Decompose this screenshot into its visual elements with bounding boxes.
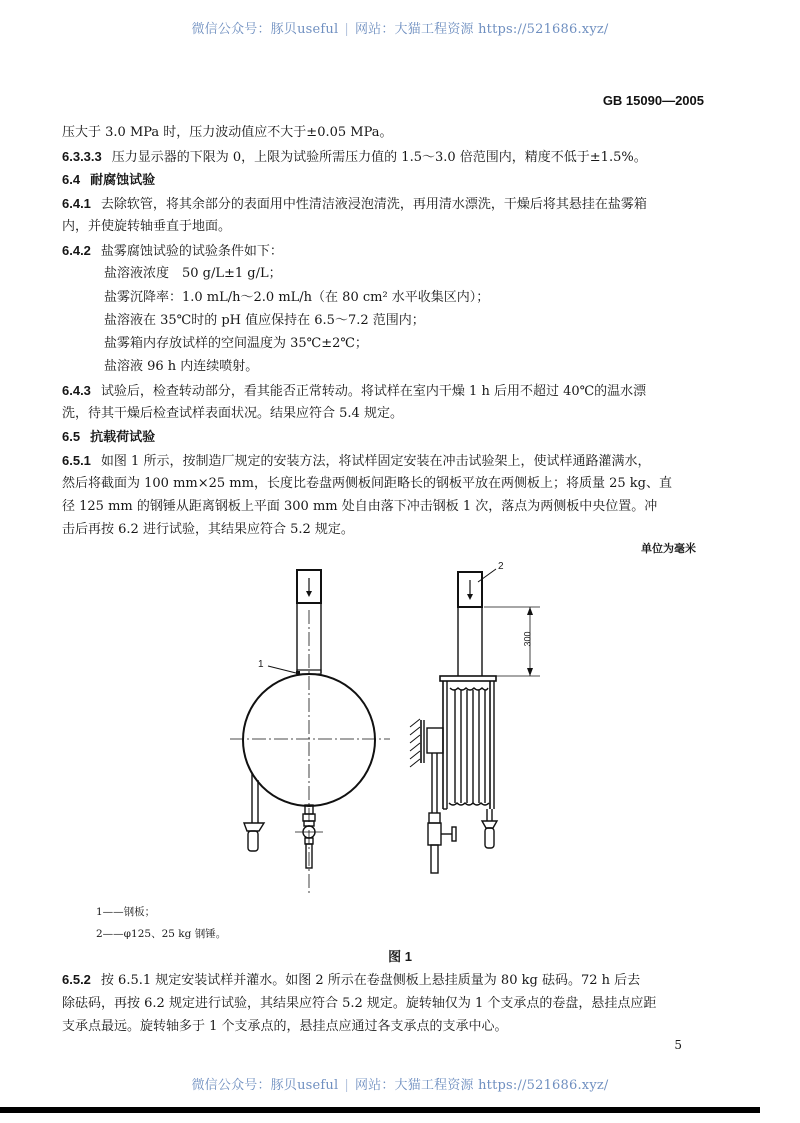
paragraph-6-5-2-line3: 支承点最远。旋转轴多于 1 个支承点的，悬挂点应通过各支承点的支承中心。 — [62, 1019, 508, 1034]
clause-text: 如图 1 所示，按制造厂规定的安装方法，将试样固定安装在冲击试验架上，使试样通路灌满水， — [100, 454, 651, 469]
condition-item: 盐雾沉降率：1.0 mL/h～2.0 mL/h（在 80 cm² 水平收集区内）； — [104, 290, 490, 305]
paragraph-6-5-2-line1 — [62, 971, 640, 990]
paragraph-6-5-1-line4: 击后再按 6.2 进行试验，其结果应符合 5.2 规定。 — [62, 522, 354, 537]
side-valve — [428, 753, 456, 873]
watermark-separator: | — [344, 22, 349, 37]
watermark-wechat: 微信公众号：豚贝useful — [191, 22, 339, 37]
paragraph-6-4-3-line1 — [62, 382, 646, 401]
section-heading-6-5 — [62, 428, 155, 447]
clause-text: 按 6.5.1 规定安装试样并灌水。如图 2 所示在卷盘侧板上悬挂质量为 80 kg 砝码。72 h 后去 — [100, 973, 641, 988]
clause-text: 压力显示器的下限为 0，上限为试验所需压力值的 1.5～3.0 倍范围内，精度不低于±1.5%。 — [111, 150, 647, 165]
dimension-label: 300 — [522, 631, 533, 647]
clause-text: 盐雾腐蚀试验的试验条件如下： — [100, 244, 283, 259]
condition-item: 盐溶液 96 h 内连续喷射。 — [104, 359, 259, 374]
paragraph-6-3-3-3 — [62, 148, 647, 167]
figure-legend-item-2: 2——φ125、25 kg 钢锤。 — [96, 928, 227, 940]
section-number: 6.5 — [62, 429, 81, 444]
paragraph-6-4-1-line2: 内，并使旋转轴垂直于地面。 — [62, 219, 232, 234]
clause-text: 试验后，检查转动部分，看其能否正常转动。将试样在室内干燥 1 h 后用不超过 40℃的温水漂 — [100, 384, 647, 399]
paragraph-6-4-3-line2: 洗，待其干燥后检查试样表面状况。结果应符合 5.4 规定。 — [62, 406, 403, 421]
section-title: 抗载荷试验 — [90, 430, 156, 445]
figure-legend-item-1: 1——钢板； — [96, 906, 156, 918]
paragraph-6-4-2 — [62, 242, 283, 261]
paragraph-6-5-2-line2: 除砝码，再按 6.2 规定进行试验，其结果应符合 5.2 规定。旋转轴仅为 1 个支承点的卷盘，悬挂点应距 — [62, 996, 657, 1011]
clause-number: 6.4.3 — [62, 383, 91, 398]
watermark-separator: | — [344, 1078, 349, 1093]
section-number: 6.4 — [62, 172, 81, 187]
scan-edge-bar — [0, 1107, 760, 1113]
paragraph-6-5-1-line2: 然后将截面为 100 mm×25 mm，长度比卷盘两侧板间距略长的钢板平放在两侧板上；将质量 25 kg、直 — [62, 476, 672, 491]
clause-number: 6.5.1 — [62, 453, 91, 468]
section-heading-6-4 — [62, 171, 155, 190]
paragraph-6-4-1-line1 — [62, 195, 647, 214]
standard-code: GB 15090—2005 — [602, 93, 704, 108]
page-number: 5 — [674, 1038, 682, 1052]
condition-item: 盐溶液在 35℃时的 pH 值应保持在 6.5～7.2 范围内； — [104, 313, 425, 328]
hammer-front-view — [296, 570, 321, 674]
figure-caption: 图 1 — [388, 949, 412, 964]
clause-number: 6.3.3.3 — [62, 149, 102, 164]
clause-number: 6.5.2 — [62, 972, 91, 987]
figure-1-diagram — [200, 555, 560, 900]
watermark-wechat: 微信公众号：豚贝useful — [191, 1078, 339, 1093]
condition-item: 盐雾箱内存放试样的空间温度为 35℃±2℃； — [104, 336, 368, 351]
paragraph-6-5-1-line1 — [62, 452, 650, 471]
hammer-side-view — [458, 569, 496, 676]
clause-number: 6.4.1 — [62, 196, 91, 211]
wall-hatching — [410, 719, 420, 767]
paragraph-6-3-3-2-continued: 压大于 3.0 MPa 时，压力波动值应不大于±0.05 MPa。 — [62, 125, 393, 140]
condition-item: 盐溶液浓度 50 g/L±1 g/L； — [104, 266, 282, 281]
watermark-website: 网站：大猫工程资源 https://521686.xyz/ — [354, 22, 609, 37]
callout-2-label: 2 — [498, 561, 504, 572]
callout-1-label: 1 — [258, 659, 264, 670]
watermark-bottom — [0, 1074, 800, 1093]
unit-note: 单位为毫米 — [641, 542, 696, 555]
watermark-website: 网站：大猫工程资源 https://521686.xyz/ — [354, 1078, 609, 1093]
clause-text: 去除软管，将其余部分的表面用中性清洁液浸泡清洗，再用清水漂洗，干燥后将其悬挂在盐雾箱 — [100, 197, 647, 212]
watermark-top — [0, 18, 800, 37]
paragraph-6-5-1-line3: 径 125 mm 的钢锤从距离钢板上平面 300 mm 处自由落下冲击钢板 1 次，落点为两侧板中央位置。冲 — [62, 499, 658, 514]
right-handle — [482, 809, 497, 848]
clause-number: 6.4.2 — [62, 243, 91, 258]
section-title: 耐腐蚀试验 — [90, 173, 156, 188]
